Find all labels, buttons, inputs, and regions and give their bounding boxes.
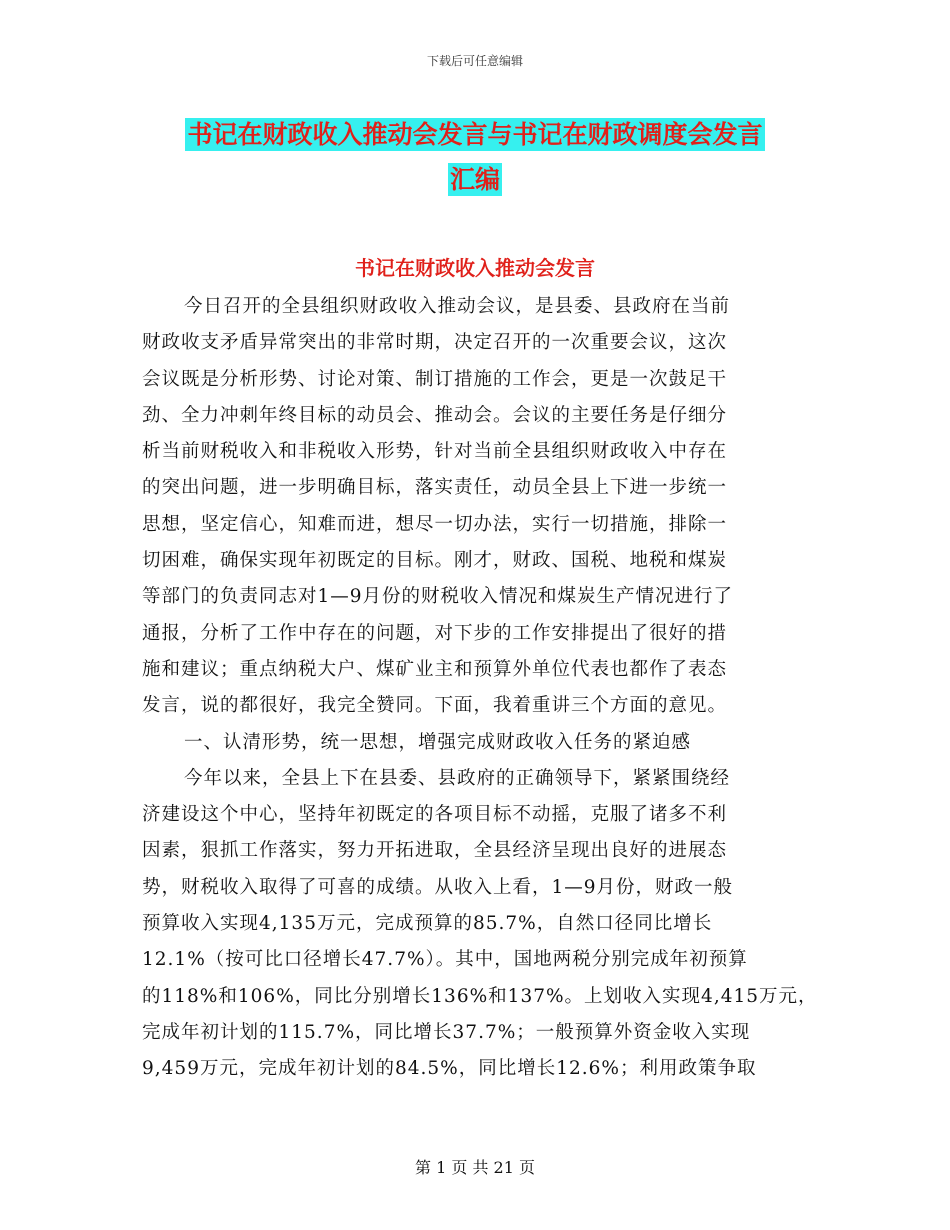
paragraph-line: 因素，狠抓工作落实，努力开拓进取，全县经济呈现出良好的进展态 [142,840,728,862]
paragraph-line: 的突出问题，进一步明确目标，落实责任，动员全县上下进一步统一 [142,477,728,499]
paragraph-line: 施和建议；重点纳税大户、煤矿业主和预算外单位代表也都作了表态 [142,658,728,680]
document-title-line-2: 汇编 [449,165,500,194]
paragraph-line: 通报，分析了工作中存在的问题，对下步的工作安排提出了很好的措 [142,622,728,644]
paragraph-line: 财政收支矛盾异常突出的非常时期，决定召开的一次重要会议，这次 [142,332,728,354]
paragraph-line: 切困难，确保实现年初既定的目标。刚才，财政、国税、地税和煤炭 [142,550,728,572]
body-text [142,289,822,1088]
paragraph-line: 9,459万元，完成年初计划的84.5%，同比增长12.6%；利用政策争取 [142,1058,757,1080]
subheading-line: 一、认清形势，统一思想，增强完成财政收入任务的紧迫感 [184,731,692,753]
paragraph-line: 济建设这个中心，坚持年初既定的各项目标不动摇，克服了诸多不利 [142,804,728,826]
paragraph-line: 思想，坚定信心，知难而进，想尽一切办法，实行一切措施，排除一 [142,513,728,535]
section-title: 书记在财政收入推动会发言 [355,256,595,280]
paragraph-line: 预算收入实现4,135万元，完成预算的85.7%，自然口径同比增长 [142,913,713,935]
paragraph-line: 的118%和106%，同比分别增长136%和137%。上划收入实现4,415万元， [142,985,818,1007]
paragraph-line: 会议既是分析形势、讨论对策、制订措施的工作会，更是一次鼓足干 [142,368,728,390]
paragraph-line: 发言，说的都很好，我完全赞同。下面，我着重讲三个方面的意见。 [142,695,728,717]
paragraph-line: 12.1%（按可比口径增长47.7%）。其中，国地两税分别完成年初预算 [142,949,748,971]
paragraph-line: 完成年初计划的115.7%，同比增长37.7%；一般预算外资金收入实现 [142,1021,751,1043]
page-footer: 第 1 页 共 21 页 [415,1158,535,1177]
paragraph-line: 等部门的负责同志对1—9月份的财税收入情况和煤炭生产情况进行了 [142,586,734,608]
paragraph-line: 今日召开的全县组织财政收入推动会议，是县委、县政府在当前 [184,296,731,317]
document-title-line-1: 书记在财政收入推动会发言与书记在财政调度会发言 [187,120,763,149]
document-title [150,112,800,202]
paragraph-line: 析当前财税收入和非税收入形势，针对当前全县组织财政收入中存在 [142,441,728,463]
paragraph-line: 势，财税收入取得了可喜的成绩。从收入上看，1—9月份，财政一般 [142,876,734,898]
paragraph-line: 今年以来，全县上下在县委、县政府的正确领导下，紧紧围绕经 [184,767,731,789]
header-note: 下载后可任意编辑 [426,54,523,68]
paragraph-line: 劲、全力冲刺年终目标的动员会、推动会。会议的主要任务是仔细分 [142,404,728,426]
